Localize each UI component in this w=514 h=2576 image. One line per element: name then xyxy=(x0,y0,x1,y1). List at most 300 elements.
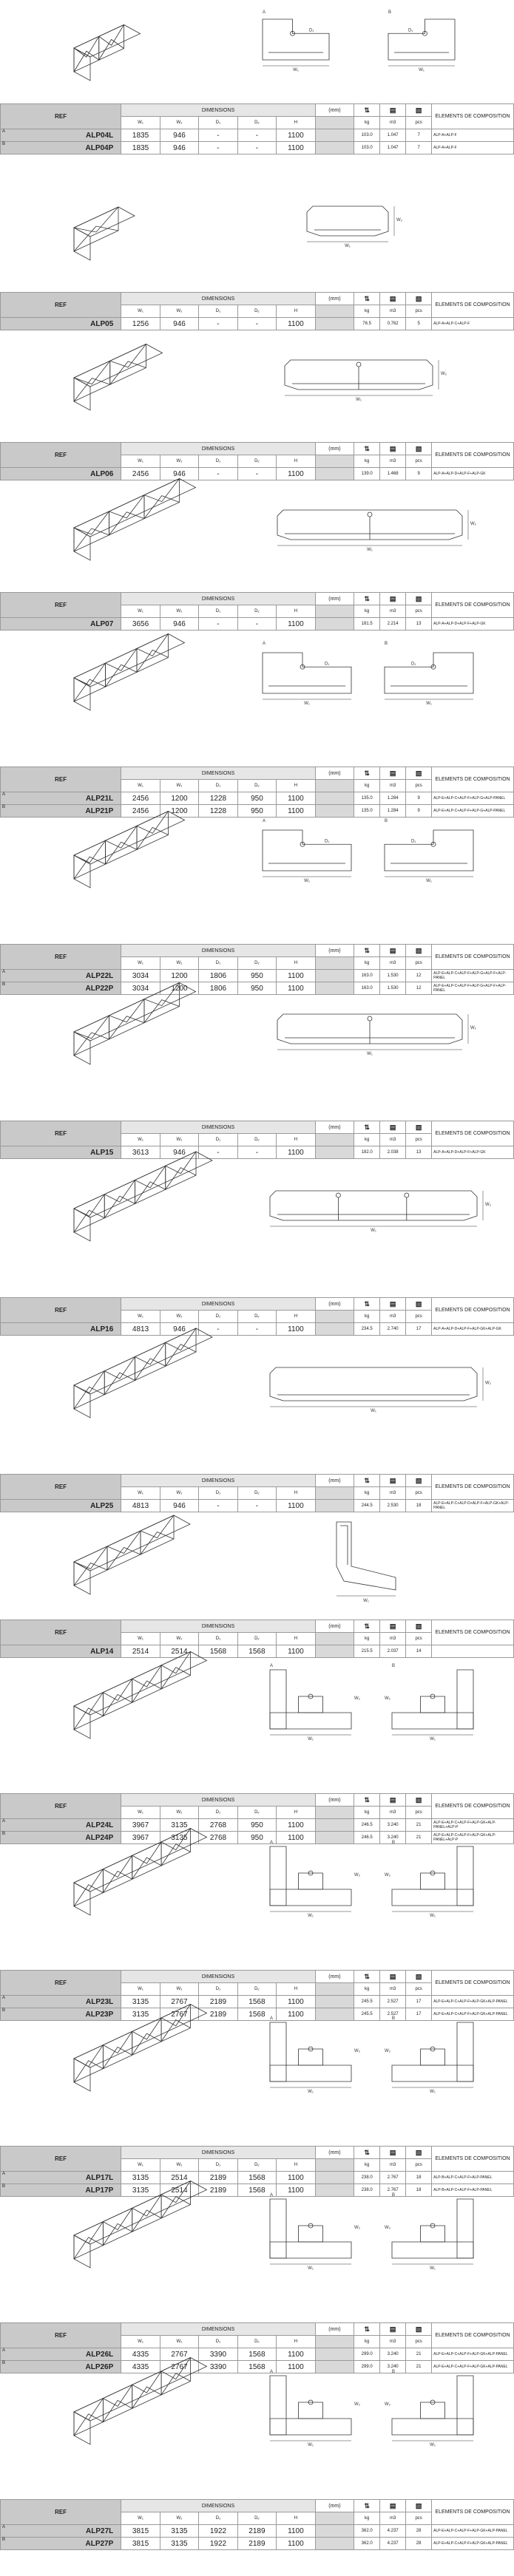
dimension-value: 3034 xyxy=(121,970,160,982)
product-ref: A ALP04L xyxy=(1,129,121,142)
svg-text:B: B xyxy=(392,2370,396,2374)
dimension-column-header: W₂ xyxy=(160,605,198,618)
dimension-value: 3815 xyxy=(121,2538,160,2550)
svg-text:A: A xyxy=(270,1664,274,1668)
composition-value: ALP-E+ALP-C+ALP-F+ALP-GK+ALP-PANEL xyxy=(432,1996,514,2008)
dimension-column-header: W₂ xyxy=(160,1983,198,1996)
product-section xyxy=(0,1160,514,1336)
dimension-value: 950 xyxy=(237,1832,276,1844)
pieces-icon: ▧ xyxy=(406,1475,432,1487)
unit-header: kg xyxy=(354,957,380,970)
composition-header: ELEMENTS DE COMPOSITION xyxy=(432,1794,514,1819)
weight-icon: ⇅ xyxy=(354,1971,380,1983)
blank-cell xyxy=(315,618,354,631)
desk-isometric-drawing xyxy=(59,991,251,1061)
weight-icon: ⇅ xyxy=(354,293,380,305)
unit-header: m3 xyxy=(380,957,406,970)
pieces-icon: ▧ xyxy=(406,1121,432,1134)
dimension-value: - xyxy=(199,1146,237,1159)
dimension-value: 2189 xyxy=(199,2008,237,2021)
dimension-column-header: W₁ xyxy=(121,2336,160,2348)
spec-value: 245.5 xyxy=(354,1996,380,2008)
product-illustration xyxy=(0,2364,514,2499)
product-ref: B ALP21P xyxy=(1,805,121,818)
svg-text:W₁: W₁ xyxy=(426,879,432,883)
unit-header: m3 xyxy=(380,2336,406,2348)
composition-value: ALP-E+ALP-C+ALP-F+ALP-GK+ALP-PANEL xyxy=(432,2348,514,2361)
dimension-value: 1100 xyxy=(277,2348,316,2361)
dimension-value: 1835 xyxy=(121,129,160,142)
dimension-column-header: D₁ xyxy=(199,957,237,970)
desk-plan-drawing xyxy=(255,184,507,265)
product-ref: B ALP04P xyxy=(1,142,121,154)
dimension-column-header: D₁ xyxy=(199,605,237,618)
dimension-value: 1100 xyxy=(277,805,316,818)
blank-cell xyxy=(315,2159,354,2172)
dimension-column-header: H xyxy=(277,1134,316,1146)
dimension-value: - xyxy=(237,618,276,631)
blank-cell xyxy=(315,318,354,330)
ref-header: REF xyxy=(1,2323,121,2348)
volume-icon: ▤ xyxy=(380,443,406,455)
svg-text:W₁: W₁ xyxy=(371,1409,376,1413)
dimensions-header: DIMENSIONS xyxy=(121,443,315,455)
blank-cell xyxy=(315,2336,354,2348)
dimension-value: 2189 xyxy=(199,2184,237,2197)
unit-header: m3 xyxy=(380,117,406,129)
dimension-value: 1200 xyxy=(160,792,198,805)
dimension-column-header: W₂ xyxy=(160,780,198,792)
dimension-column-header: D₂ xyxy=(237,305,276,318)
dimensions-header: DIMENSIONS xyxy=(121,2147,315,2159)
dimension-value: 3135 xyxy=(121,2184,160,2197)
pieces-icon: ▧ xyxy=(406,2500,432,2512)
composition-value: ALP-B+ALP-C+ALP-F+ALP-PANEL xyxy=(432,2184,514,2197)
dimension-value: 1100 xyxy=(277,468,316,480)
product-ref: B ALP22P xyxy=(1,982,121,995)
svg-text:W₁: W₁ xyxy=(308,1914,314,1918)
unit-header: m3 xyxy=(380,1487,406,1500)
variant-letter: B xyxy=(2,2361,6,2365)
dimension-value: 3135 xyxy=(160,1819,198,1832)
svg-text:A: A xyxy=(270,2370,274,2374)
spec-value: 139.0 xyxy=(354,468,380,480)
product-illustration xyxy=(0,2011,514,2146)
dimension-column-header: D₁ xyxy=(199,1633,237,1645)
table-row xyxy=(1,1323,514,1336)
desk-plan-drawing xyxy=(255,4,507,86)
desk-isometric-drawing xyxy=(59,2195,251,2265)
dimension-column-header: W₁ xyxy=(121,1807,160,1819)
spec-value: 12 xyxy=(406,982,432,995)
spec-table xyxy=(0,442,514,480)
spec-table xyxy=(0,1297,514,1336)
svg-text:D₁: D₁ xyxy=(309,28,314,33)
composition-header: ELEMENTS DE COMPOSITION xyxy=(432,767,514,792)
dimension-column-header: W₂ xyxy=(160,2336,198,2348)
spec-value: 103.0 xyxy=(354,142,380,154)
composition-value: ALP-B+ALP-C+ALP-F+ALP-PANEL xyxy=(432,2172,514,2184)
blank-cell xyxy=(315,1487,354,1500)
dimension-column-header: D₁ xyxy=(199,455,237,468)
table-row xyxy=(1,2348,514,2361)
product-illustration xyxy=(0,984,514,1121)
pieces-icon: ▧ xyxy=(406,293,432,305)
table-row xyxy=(1,129,514,142)
spec-value: 2.527 xyxy=(380,2008,406,2021)
volume-icon: ▤ xyxy=(380,2323,406,2336)
pieces-icon: ▧ xyxy=(406,593,432,605)
volume-icon: ▤ xyxy=(380,1298,406,1311)
dimension-column-header: W₁ xyxy=(121,2512,160,2525)
dimension-value: 3815 xyxy=(121,2525,160,2538)
dimension-column-header: D₁ xyxy=(199,1807,237,1819)
pieces-icon: ▧ xyxy=(406,1794,432,1807)
weight-icon: ⇅ xyxy=(354,443,380,455)
dimension-column-header: H xyxy=(277,117,316,129)
ref-header: REF xyxy=(1,293,121,318)
desk-isometric-drawing xyxy=(59,7,251,78)
spec-value: 245.5 xyxy=(354,2008,380,2021)
dimension-value: 1835 xyxy=(121,142,160,154)
dimension-value: - xyxy=(199,618,237,631)
dimensions-header: DIMENSIONS xyxy=(121,2500,315,2512)
spec-value: 9 xyxy=(406,805,432,818)
dimension-value: 950 xyxy=(237,792,276,805)
volume-icon: ▤ xyxy=(380,2147,406,2159)
desk-plan-drawing xyxy=(255,2192,507,2273)
dimension-value: 1100 xyxy=(277,2184,316,2197)
spec-value: 21 xyxy=(406,1832,432,1844)
dimension-column-header: D₁ xyxy=(199,1311,237,1323)
dimension-column-header: W₁ xyxy=(121,1134,160,1146)
dimension-value: 2189 xyxy=(199,2172,237,2184)
svg-text:D₁: D₁ xyxy=(411,662,416,667)
spec-table xyxy=(0,2499,514,2550)
dimension-value: 1100 xyxy=(277,618,316,631)
spec-value: 17 xyxy=(406,2008,432,2021)
svg-text:D₁: D₁ xyxy=(408,28,413,33)
unit-header: kg xyxy=(354,605,380,618)
spec-value: 1.284 xyxy=(380,805,406,818)
dimension-value: 1568 xyxy=(237,1645,276,1658)
product-illustration xyxy=(0,1658,514,1793)
variant-letter: A xyxy=(2,2525,6,2529)
variant-letter: B xyxy=(2,2008,6,2013)
blank-cell xyxy=(315,1645,354,1658)
unit-header: kg xyxy=(354,780,380,792)
unit-header: kg xyxy=(354,2336,380,2348)
svg-text:W₂: W₂ xyxy=(385,1696,390,1701)
dimension-column-header: H xyxy=(277,2512,316,2525)
spec-value: 17 xyxy=(406,1996,432,2008)
dimension-column-header: H xyxy=(277,1487,316,1500)
product-ref: ALP16 xyxy=(1,1323,121,1336)
svg-text:W₁: W₁ xyxy=(419,68,425,72)
unit-header: m3 xyxy=(380,1983,406,1996)
dimension-value: 1100 xyxy=(277,1146,316,1159)
volume-icon: ▤ xyxy=(380,104,406,117)
dimension-value: 1922 xyxy=(199,2525,237,2538)
svg-text:W₂: W₂ xyxy=(385,2049,390,2053)
spec-value: 1.530 xyxy=(380,982,406,995)
dimension-value: 4335 xyxy=(121,2348,160,2361)
dimension-value: - xyxy=(199,468,237,480)
dimension-value: 950 xyxy=(237,805,276,818)
unit-label: (mm) xyxy=(315,104,354,117)
dimension-value: 2767 xyxy=(160,2008,198,2021)
dimension-value: 2456 xyxy=(121,468,160,480)
blank-cell xyxy=(315,780,354,792)
weight-icon: ⇅ xyxy=(354,945,380,957)
dimension-value: - xyxy=(199,1323,237,1336)
dimension-value: - xyxy=(237,318,276,330)
spec-value: 1.047 xyxy=(380,129,406,142)
unit-label: (mm) xyxy=(315,1794,354,1807)
dimension-value: 2514 xyxy=(160,2184,198,2197)
dimension-value: 1100 xyxy=(277,1819,316,1832)
spec-value: 7 xyxy=(406,129,432,142)
dimension-value: 1100 xyxy=(277,1996,316,2008)
ref-header: REF xyxy=(1,767,121,792)
product-section xyxy=(0,1658,514,1844)
svg-text:W₁: W₁ xyxy=(308,2090,314,2094)
ref-header: REF xyxy=(1,443,121,468)
table-row xyxy=(1,1500,514,1512)
spec-value: 4.237 xyxy=(380,2525,406,2538)
svg-text:W₂: W₂ xyxy=(354,1696,360,1701)
dimension-value: - xyxy=(237,1500,276,1512)
dimension-column-header: H xyxy=(277,957,316,970)
dimension-value: 1100 xyxy=(277,1323,316,1336)
svg-text:B: B xyxy=(392,2016,396,2021)
dimension-value: 3967 xyxy=(121,1819,160,1832)
svg-text:W₁: W₁ xyxy=(308,1737,314,1741)
svg-text:W₂: W₂ xyxy=(485,1381,491,1386)
desk-isometric-drawing xyxy=(59,1842,251,1912)
spec-value: 28 xyxy=(406,2525,432,2538)
dimensions-header: DIMENSIONS xyxy=(121,2323,315,2336)
spec-value: 14 xyxy=(406,1645,432,1658)
unit-label: (mm) xyxy=(315,1475,354,1487)
pieces-icon: ▧ xyxy=(406,443,432,455)
dimension-value: 946 xyxy=(160,1323,198,1336)
unit-header: pcs xyxy=(406,957,432,970)
dimensions-header: DIMENSIONS xyxy=(121,945,315,957)
product-section xyxy=(0,0,514,154)
weight-icon: ⇅ xyxy=(354,1121,380,1134)
product-ref: ALP25 xyxy=(1,1500,121,1512)
blank-cell xyxy=(315,2525,354,2538)
dimension-value: 1568 xyxy=(199,1645,237,1658)
desk-isometric-drawing xyxy=(59,187,251,257)
svg-text:W₁: W₁ xyxy=(430,2090,436,2094)
spec-value: 1.530 xyxy=(380,970,406,982)
svg-text:B: B xyxy=(392,1664,396,1668)
variant-letter: B xyxy=(2,2538,6,2542)
blank-cell xyxy=(315,1633,354,1645)
product-illustration xyxy=(0,1337,514,1474)
dimension-column-header: W₁ xyxy=(121,117,160,129)
variant-letter: B xyxy=(2,982,6,987)
dimension-value: 1100 xyxy=(277,129,316,142)
ref-header: REF xyxy=(1,104,121,129)
ref-header: REF xyxy=(1,593,121,618)
product-ref: A ALP27L xyxy=(1,2525,121,2538)
svg-text:D₁: D₁ xyxy=(325,839,330,844)
spec-value: 28 xyxy=(406,2538,432,2550)
dimension-column-header: W₂ xyxy=(160,957,198,970)
composition-value: ALP-E+ALP-C+ALP-F+ALP-GK+ALP-PANEL+ALP-P xyxy=(432,1819,514,1832)
dimension-value: 1568 xyxy=(237,2172,276,2184)
spec-value: 182.0 xyxy=(354,1146,380,1159)
svg-text:W₁: W₁ xyxy=(304,701,310,706)
svg-text:D₁: D₁ xyxy=(411,839,416,844)
desk-isometric-drawing xyxy=(59,2371,251,2441)
dimension-value: 4813 xyxy=(121,1323,160,1336)
dimensions-header: DIMENSIONS xyxy=(121,593,315,605)
product-illustration xyxy=(0,0,514,103)
dimension-column-header: W₁ xyxy=(121,455,160,468)
volume-icon: ▤ xyxy=(380,593,406,605)
dimensions-header: DIMENSIONS xyxy=(121,104,315,117)
blank-cell xyxy=(315,2348,354,2361)
spec-value: 135.0 xyxy=(354,792,380,805)
dimension-column-header: D₂ xyxy=(237,2336,276,2348)
ref-header: REF xyxy=(1,2147,121,2172)
spec-value: 362.0 xyxy=(354,2538,380,2550)
dimension-value: 2767 xyxy=(160,1996,198,2008)
desk-plan-drawing xyxy=(255,484,507,565)
dimension-value: 3135 xyxy=(160,2538,198,2550)
desk-plan-drawing xyxy=(255,1662,507,1744)
spec-table xyxy=(0,592,514,631)
spec-value: 3.240 xyxy=(380,1819,406,1832)
dimension-value: - xyxy=(199,142,237,154)
desk-isometric-drawing xyxy=(59,637,251,707)
pieces-icon: ▧ xyxy=(406,945,432,957)
unit-header: m3 xyxy=(380,2159,406,2172)
product-ref: ALP06 xyxy=(1,468,121,480)
spec-value: 2.767 xyxy=(380,2172,406,2184)
svg-text:W₁: W₁ xyxy=(363,1599,369,1603)
dimension-column-header: D₂ xyxy=(237,455,276,468)
spec-value: 18 xyxy=(406,2184,432,2197)
svg-text:W₁: W₁ xyxy=(426,701,432,706)
unit-header: pcs xyxy=(406,2336,432,2348)
desk-plan-drawing xyxy=(255,2368,507,2450)
blank-cell xyxy=(315,2512,354,2525)
unit-label: (mm) xyxy=(315,1298,354,1311)
svg-text:B: B xyxy=(385,642,388,646)
volume-icon: ▤ xyxy=(380,1971,406,1983)
dimension-value: 1228 xyxy=(199,805,237,818)
desk-isometric-drawing xyxy=(59,487,251,557)
composition-value: ALP-E+ALP-C+ALP-F+ALP-G+ALP-PANEL xyxy=(432,792,514,805)
weight-icon: ⇅ xyxy=(354,2500,380,2512)
product-illustration xyxy=(0,1835,514,1970)
dimension-value: 1806 xyxy=(199,970,237,982)
unit-label: (mm) xyxy=(315,293,354,305)
table-row xyxy=(1,970,514,982)
composition-header: ELEMENTS DE COMPOSITION xyxy=(432,1475,514,1500)
dimension-value: 1100 xyxy=(277,982,316,995)
dimension-column-header: D₂ xyxy=(237,2512,276,2525)
svg-text:W₁: W₁ xyxy=(308,2266,314,2271)
spec-value: 9 xyxy=(406,792,432,805)
dimension-column-header: H xyxy=(277,605,316,618)
product-illustration xyxy=(0,1160,514,1297)
svg-text:A: A xyxy=(270,2016,274,2021)
dimension-value: 2189 xyxy=(237,2538,276,2550)
dimension-value: 1100 xyxy=(277,2525,316,2538)
variant-letter: B xyxy=(2,142,6,146)
product-section xyxy=(0,1835,514,2021)
dimensions-header: DIMENSIONS xyxy=(121,1298,315,1311)
dimensions-header: DIMENSIONS xyxy=(121,1794,315,1807)
product-section xyxy=(0,984,514,1159)
dimension-value: 1568 xyxy=(237,1996,276,2008)
spec-value: 238.0 xyxy=(354,2184,380,2197)
ref-header: REF xyxy=(1,1121,121,1146)
product-illustration xyxy=(0,807,514,944)
table-row xyxy=(1,618,514,631)
dimension-value: 1568 xyxy=(237,2348,276,2361)
volume-icon: ▤ xyxy=(380,2500,406,2512)
product-ref: A ALP24L xyxy=(1,1819,121,1832)
dimension-value: 3135 xyxy=(121,2008,160,2021)
unit-header: m3 xyxy=(380,1134,406,1146)
product-section xyxy=(0,1514,514,1658)
dimension-value: 3390 xyxy=(199,2361,237,2373)
spec-value: 2.530 xyxy=(380,1500,406,1512)
dimension-column-header: D₁ xyxy=(199,1134,237,1146)
svg-text:A: A xyxy=(270,2193,274,2198)
composition-value: ALP-E+ALP-C+ALP-F+ALP-GK+ALP-PANEL xyxy=(432,2538,514,2550)
blank-cell xyxy=(315,468,354,480)
dimension-value: 3034 xyxy=(121,982,160,995)
dimension-column-header: D₁ xyxy=(199,2159,237,2172)
dimension-column-header: W₁ xyxy=(121,957,160,970)
spec-value: 234.5 xyxy=(354,1323,380,1336)
desk-isometric-drawing xyxy=(59,1521,251,1591)
variant-letter: A xyxy=(2,2172,6,2176)
svg-text:W₂: W₂ xyxy=(385,1873,390,1877)
dimension-column-header: D₁ xyxy=(199,305,237,318)
dimension-value: 2767 xyxy=(160,2348,198,2361)
spec-value: 12 xyxy=(406,970,432,982)
dimension-value: 1806 xyxy=(199,982,237,995)
spec-value: 9 xyxy=(406,468,432,480)
svg-text:B: B xyxy=(388,10,392,15)
product-ref: A ALP21L xyxy=(1,792,121,805)
dimension-value: 950 xyxy=(237,1819,276,1832)
ref-header: REF xyxy=(1,1475,121,1500)
dimension-column-header: D₁ xyxy=(199,780,237,792)
composition-header: ELEMENTS DE COMPOSITION xyxy=(432,1971,514,1996)
weight-icon: ⇅ xyxy=(354,1794,380,1807)
svg-text:A: A xyxy=(263,10,266,15)
weight-icon: ⇅ xyxy=(354,767,380,780)
dimension-value: 3135 xyxy=(121,1996,160,2008)
blank-cell xyxy=(315,117,354,129)
svg-text:A: A xyxy=(270,1841,274,1845)
spec-value: 244.5 xyxy=(354,1500,380,1512)
unit-header: kg xyxy=(354,1633,380,1645)
blank-cell xyxy=(315,1323,354,1336)
dimension-value: 1100 xyxy=(277,318,316,330)
pieces-icon: ▧ xyxy=(406,104,432,117)
